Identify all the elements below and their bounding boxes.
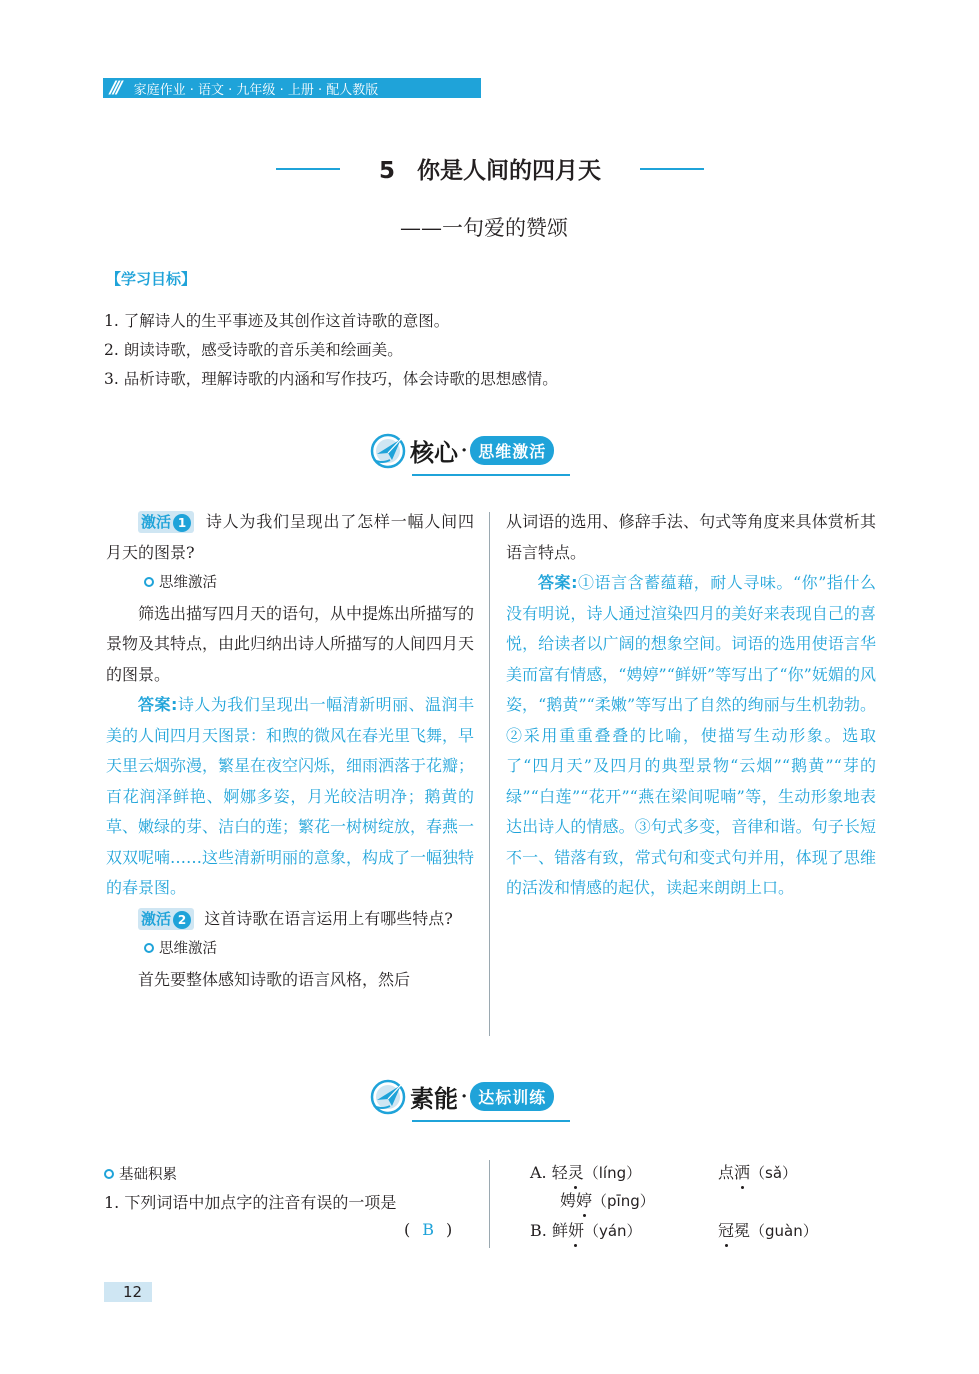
lesson-title-text: 你是人间的四月天 xyxy=(417,158,601,184)
section-banner-skills xyxy=(368,1076,554,1116)
header-bar xyxy=(103,78,481,98)
activation2-answer xyxy=(506,568,876,904)
column-divider xyxy=(489,512,490,1036)
title-rule-left xyxy=(276,168,340,170)
lesson-title xyxy=(276,152,704,185)
title-text-group xyxy=(379,152,601,185)
activation2-answer-text: ①语言含蓄蕴藉，耐人寻味。“你”指什么没有明说，诗人通过渲染四月的美好来表现自己的喜悦，给读者以广阔的想象空间。词语的选用使语言华美而富有情感，“娉婷”“鲜妍”等写出了“你”妩媚的风姿，“鹅黄”“柔嫩”等写出了自然的绚丽与生机勃勃。②采用重重叠叠的比喻，使描写生动形象。选取了“四月天”及四月的典型景物“云烟”“鹅黄”“芽的绿”“白莲”“花开”“燕在梁间呢喃”等，生动形象地表达出诗人的情感。③句式多变，音律和谐。句子长短不一、错落有致，常式句和变式句并用，体现了思维的活泼和情感的起伏，读起来朗朗上口。 xyxy=(506,573,876,897)
lesson-subtitle: ——一句爱的赞颂 xyxy=(400,216,568,240)
objective-item: 3. 品析诗歌，理解诗歌的内涵和写作技巧，体会诗歌的思想感情。 xyxy=(104,370,558,388)
circle-icon xyxy=(144,943,154,953)
option-a-word3: 娉婷（pīng） xyxy=(560,1188,655,1211)
page-number: 12 xyxy=(123,1283,143,1301)
column-divider xyxy=(489,1160,490,1248)
option-a-word2: 点洒（sǎ） xyxy=(718,1160,797,1183)
header-text: 家庭作业 · 语文 · 九年级 · 上册 · 配人教版 xyxy=(133,82,379,98)
activation2-think-text-right: 从词语的选用、修辞手法、句式等角度来具体赏析其语言特点。 xyxy=(506,512,876,562)
banner-dot: · xyxy=(461,439,468,461)
answer-label: 答案: xyxy=(138,695,178,714)
banner-underline xyxy=(412,474,570,476)
header-slashes: /// xyxy=(110,78,120,98)
activation1-answer-text: 诗人为我们呈现出一幅清新明丽、温润丰美的人间四月天图景：和煦的微风在春光里飞舞，早天里云烟弥漫，繁星在夜空闪烁，细雨洒落于花瓣；百花润泽鲜艳、婀娜多姿，月光皎洁明净；鹅黄的草、嫩绿的芽、洁白的莲；繁花一树树绽放，春燕一双双呢喃……这些清新明丽的意象，构成了一幅独特的春景图。 xyxy=(106,695,475,897)
activation2-question-text: 这首诗歌在语言运用上有哪些特点? xyxy=(204,908,453,928)
banner-pill: 思维激活 xyxy=(470,436,554,465)
banner-pill: 达标训练 xyxy=(470,1082,554,1111)
basic-section-label: 基础积累 xyxy=(104,1163,177,1184)
activation1-question-text: 诗人为我们呈现出了怎样一幅人间四月天的图景? xyxy=(106,512,474,562)
activation-badge: 激活 1 xyxy=(138,511,194,533)
activation-badge: 激活 2 xyxy=(138,908,194,930)
objective-item: 2. 朗读诗歌，感受诗歌的音乐美和绘画美。 xyxy=(104,341,403,359)
banner-main-text: 核心 xyxy=(410,438,458,467)
right-column xyxy=(506,507,876,904)
activation1-think-text: 筛选出描写四月天的语句，从中提炼出所描写的景物及其特点，由此归纳出诗人所描写的人间四月天的图景。 xyxy=(106,603,475,684)
option-a-line1: A. 轻灵（líng） xyxy=(530,1160,641,1183)
banner-dot: · xyxy=(461,1085,468,1107)
think-label: 思维激活 xyxy=(106,934,474,965)
activation2-think-text-left: 首先要整体感知诗歌的语言风格，然后 xyxy=(138,969,411,989)
question-1: 1. 下列词语中加点字的注音有误的一项是 xyxy=(104,1193,397,1212)
banner-underline xyxy=(412,1120,570,1122)
left-column xyxy=(106,507,474,995)
title-rule-right xyxy=(640,168,704,170)
activation1-answer xyxy=(106,690,474,904)
activation2-question xyxy=(106,904,474,935)
objective-item: 1. 了解诗人的生平事迹及其创作这首诗歌的意图。 xyxy=(104,312,450,330)
objectives-label: 【学习目标】 xyxy=(106,270,197,288)
lesson-number: 5 xyxy=(378,158,395,184)
circle-icon xyxy=(144,577,154,587)
banner-main-text: 素能 xyxy=(410,1084,458,1113)
option-b-word2: 冠冕（guàn） xyxy=(718,1218,818,1241)
activation1-question xyxy=(106,507,474,568)
think-label: 思维激活 xyxy=(106,568,474,599)
paper-plane-icon xyxy=(368,430,408,470)
circle-icon xyxy=(104,1169,114,1179)
objectives-list xyxy=(104,307,558,394)
question-1-answer: ( B ) xyxy=(404,1220,453,1239)
section-banner-core xyxy=(368,430,554,470)
answer-label: 答案: xyxy=(538,573,578,592)
option-b-line1: B. 鲜妍（yán） xyxy=(530,1218,642,1241)
answer-letter: B xyxy=(422,1220,435,1239)
paper-plane-icon xyxy=(368,1076,408,1116)
